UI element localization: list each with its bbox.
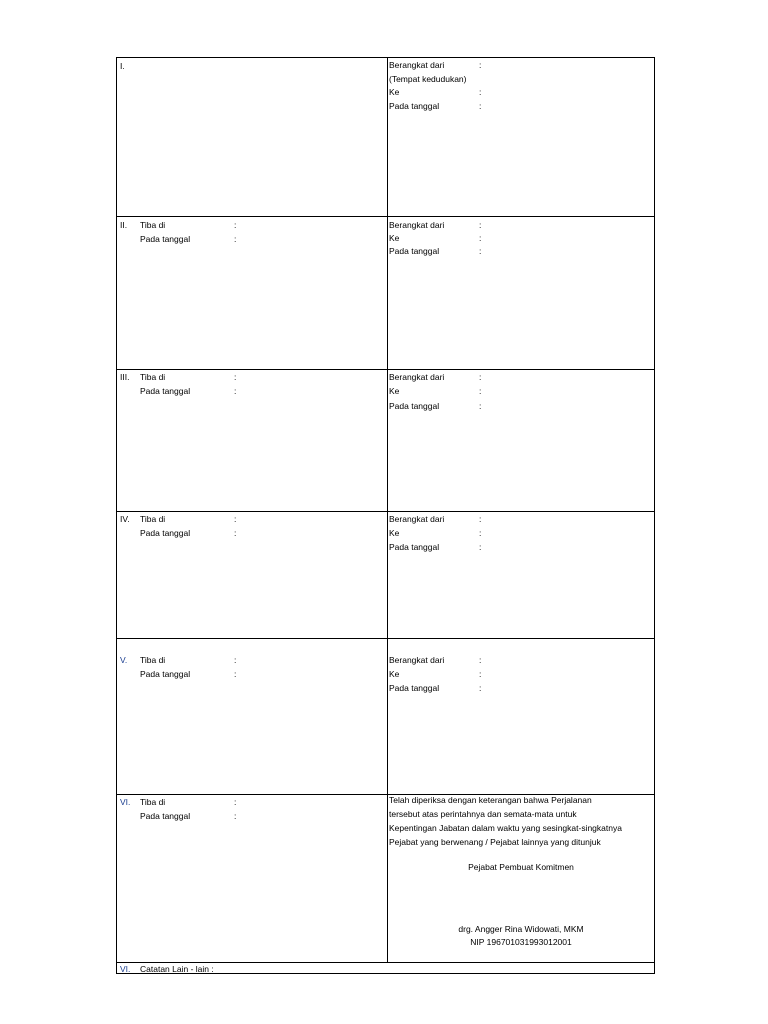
section-4	[117, 511, 654, 638]
section-2-right	[388, 217, 654, 369]
section-numeral: V.	[120, 655, 128, 665]
colon: :	[479, 528, 482, 538]
label-departed-from: Berangkat dari	[389, 655, 445, 665]
section-5	[117, 638, 654, 794]
official-name: drg. Angger Rina Widowati, MKM	[458, 924, 584, 934]
section-5-right	[388, 639, 654, 794]
colon: :	[479, 655, 482, 665]
section-numeral: II.	[120, 220, 128, 230]
colon: :	[479, 401, 482, 411]
label-date: Pada tanggal	[389, 542, 440, 552]
label-to: Ke	[389, 386, 400, 396]
colon: :	[234, 669, 237, 679]
colon: :	[479, 669, 482, 679]
colon: :	[234, 528, 237, 538]
section-1-right	[388, 58, 654, 216]
verification-line-4: Pejabat yang berwenang / Pejabat lainnya yang ditunjuk	[389, 837, 601, 847]
travel-record-form	[116, 57, 655, 974]
label-date: Pada tanggal	[140, 386, 191, 396]
colon: :	[479, 514, 482, 524]
section-4-left	[117, 512, 388, 638]
colon: :	[479, 60, 482, 70]
colon: :	[234, 234, 237, 244]
label-date: Pada tanggal	[140, 811, 191, 821]
label-departed-from: Berangkat dari	[389, 60, 445, 70]
colon: :	[234, 372, 237, 382]
label-arrived-at: Tiba di	[140, 514, 166, 524]
section-numeral: I.	[120, 61, 125, 71]
section-3-right	[388, 370, 654, 511]
label-arrived-at: Tiba di	[140, 655, 166, 665]
colon: :	[479, 542, 482, 552]
section-3	[117, 369, 654, 511]
notes-label: Catatan Lain - lain :	[140, 964, 214, 974]
label-home-base: (Tempat kedudukan)	[389, 74, 467, 84]
section-numeral: VI.	[120, 797, 131, 807]
colon: :	[479, 386, 482, 396]
label-departed-from: Berangkat dari	[389, 220, 445, 230]
section-6-left	[117, 795, 388, 962]
section-2-left	[117, 217, 388, 369]
label-date: Pada tanggal	[389, 101, 440, 111]
colon: :	[479, 683, 482, 693]
official-nip: NIP 196701031993012001	[470, 937, 572, 947]
colon: :	[479, 372, 482, 382]
official-title: Pejabat Pembuat Komitmen	[468, 862, 574, 872]
section-4-right	[388, 512, 654, 638]
colon: :	[234, 514, 237, 524]
colon: :	[479, 233, 482, 243]
section-6	[117, 794, 654, 962]
colon: :	[234, 655, 237, 665]
section-numeral: III.	[120, 372, 130, 382]
section-3-left	[117, 370, 388, 511]
label-departed-from: Berangkat dari	[389, 372, 445, 382]
colon: :	[234, 220, 237, 230]
label-departed-from: Berangkat dari	[389, 514, 445, 524]
section-numeral: IV.	[120, 514, 130, 524]
colon: :	[234, 811, 237, 821]
label-to: Ke	[389, 87, 400, 97]
label-date: Pada tanggal	[389, 401, 440, 411]
label-date: Pada tanggal	[389, 246, 440, 256]
section-1	[117, 58, 654, 216]
label-date: Pada tanggal	[389, 683, 440, 693]
section-1-left	[117, 58, 388, 216]
section-6-right	[388, 795, 654, 962]
label-date: Pada tanggal	[140, 669, 191, 679]
colon: :	[234, 386, 237, 396]
label-to: Ke	[389, 669, 400, 679]
verification-line-2: tersebut atas perintahnya dan semata-mata untuk	[389, 809, 577, 819]
colon: :	[479, 87, 482, 97]
section-numeral: VI.	[120, 964, 131, 974]
verification-line-1: Telah diperiksa dengan keterangan bahwa Perjalanan	[389, 795, 592, 805]
section-2	[117, 216, 654, 369]
colon: :	[479, 246, 482, 256]
colon: :	[479, 220, 482, 230]
label-to: Ke	[389, 233, 400, 243]
verification-line-3: Kepentingan Jabatan dalam waktu yang sesingkat-singkatnya	[389, 823, 622, 833]
label-date: Pada tanggal	[140, 234, 191, 244]
colon: :	[234, 797, 237, 807]
section-5-left	[117, 639, 388, 794]
label-arrived-at: Tiba di	[140, 220, 166, 230]
label-date: Pada tanggal	[140, 528, 191, 538]
colon: :	[479, 101, 482, 111]
label-to: Ke	[389, 528, 400, 538]
notes-row	[117, 962, 654, 975]
label-arrived-at: Tiba di	[140, 372, 166, 382]
label-arrived-at: Tiba di	[140, 797, 166, 807]
